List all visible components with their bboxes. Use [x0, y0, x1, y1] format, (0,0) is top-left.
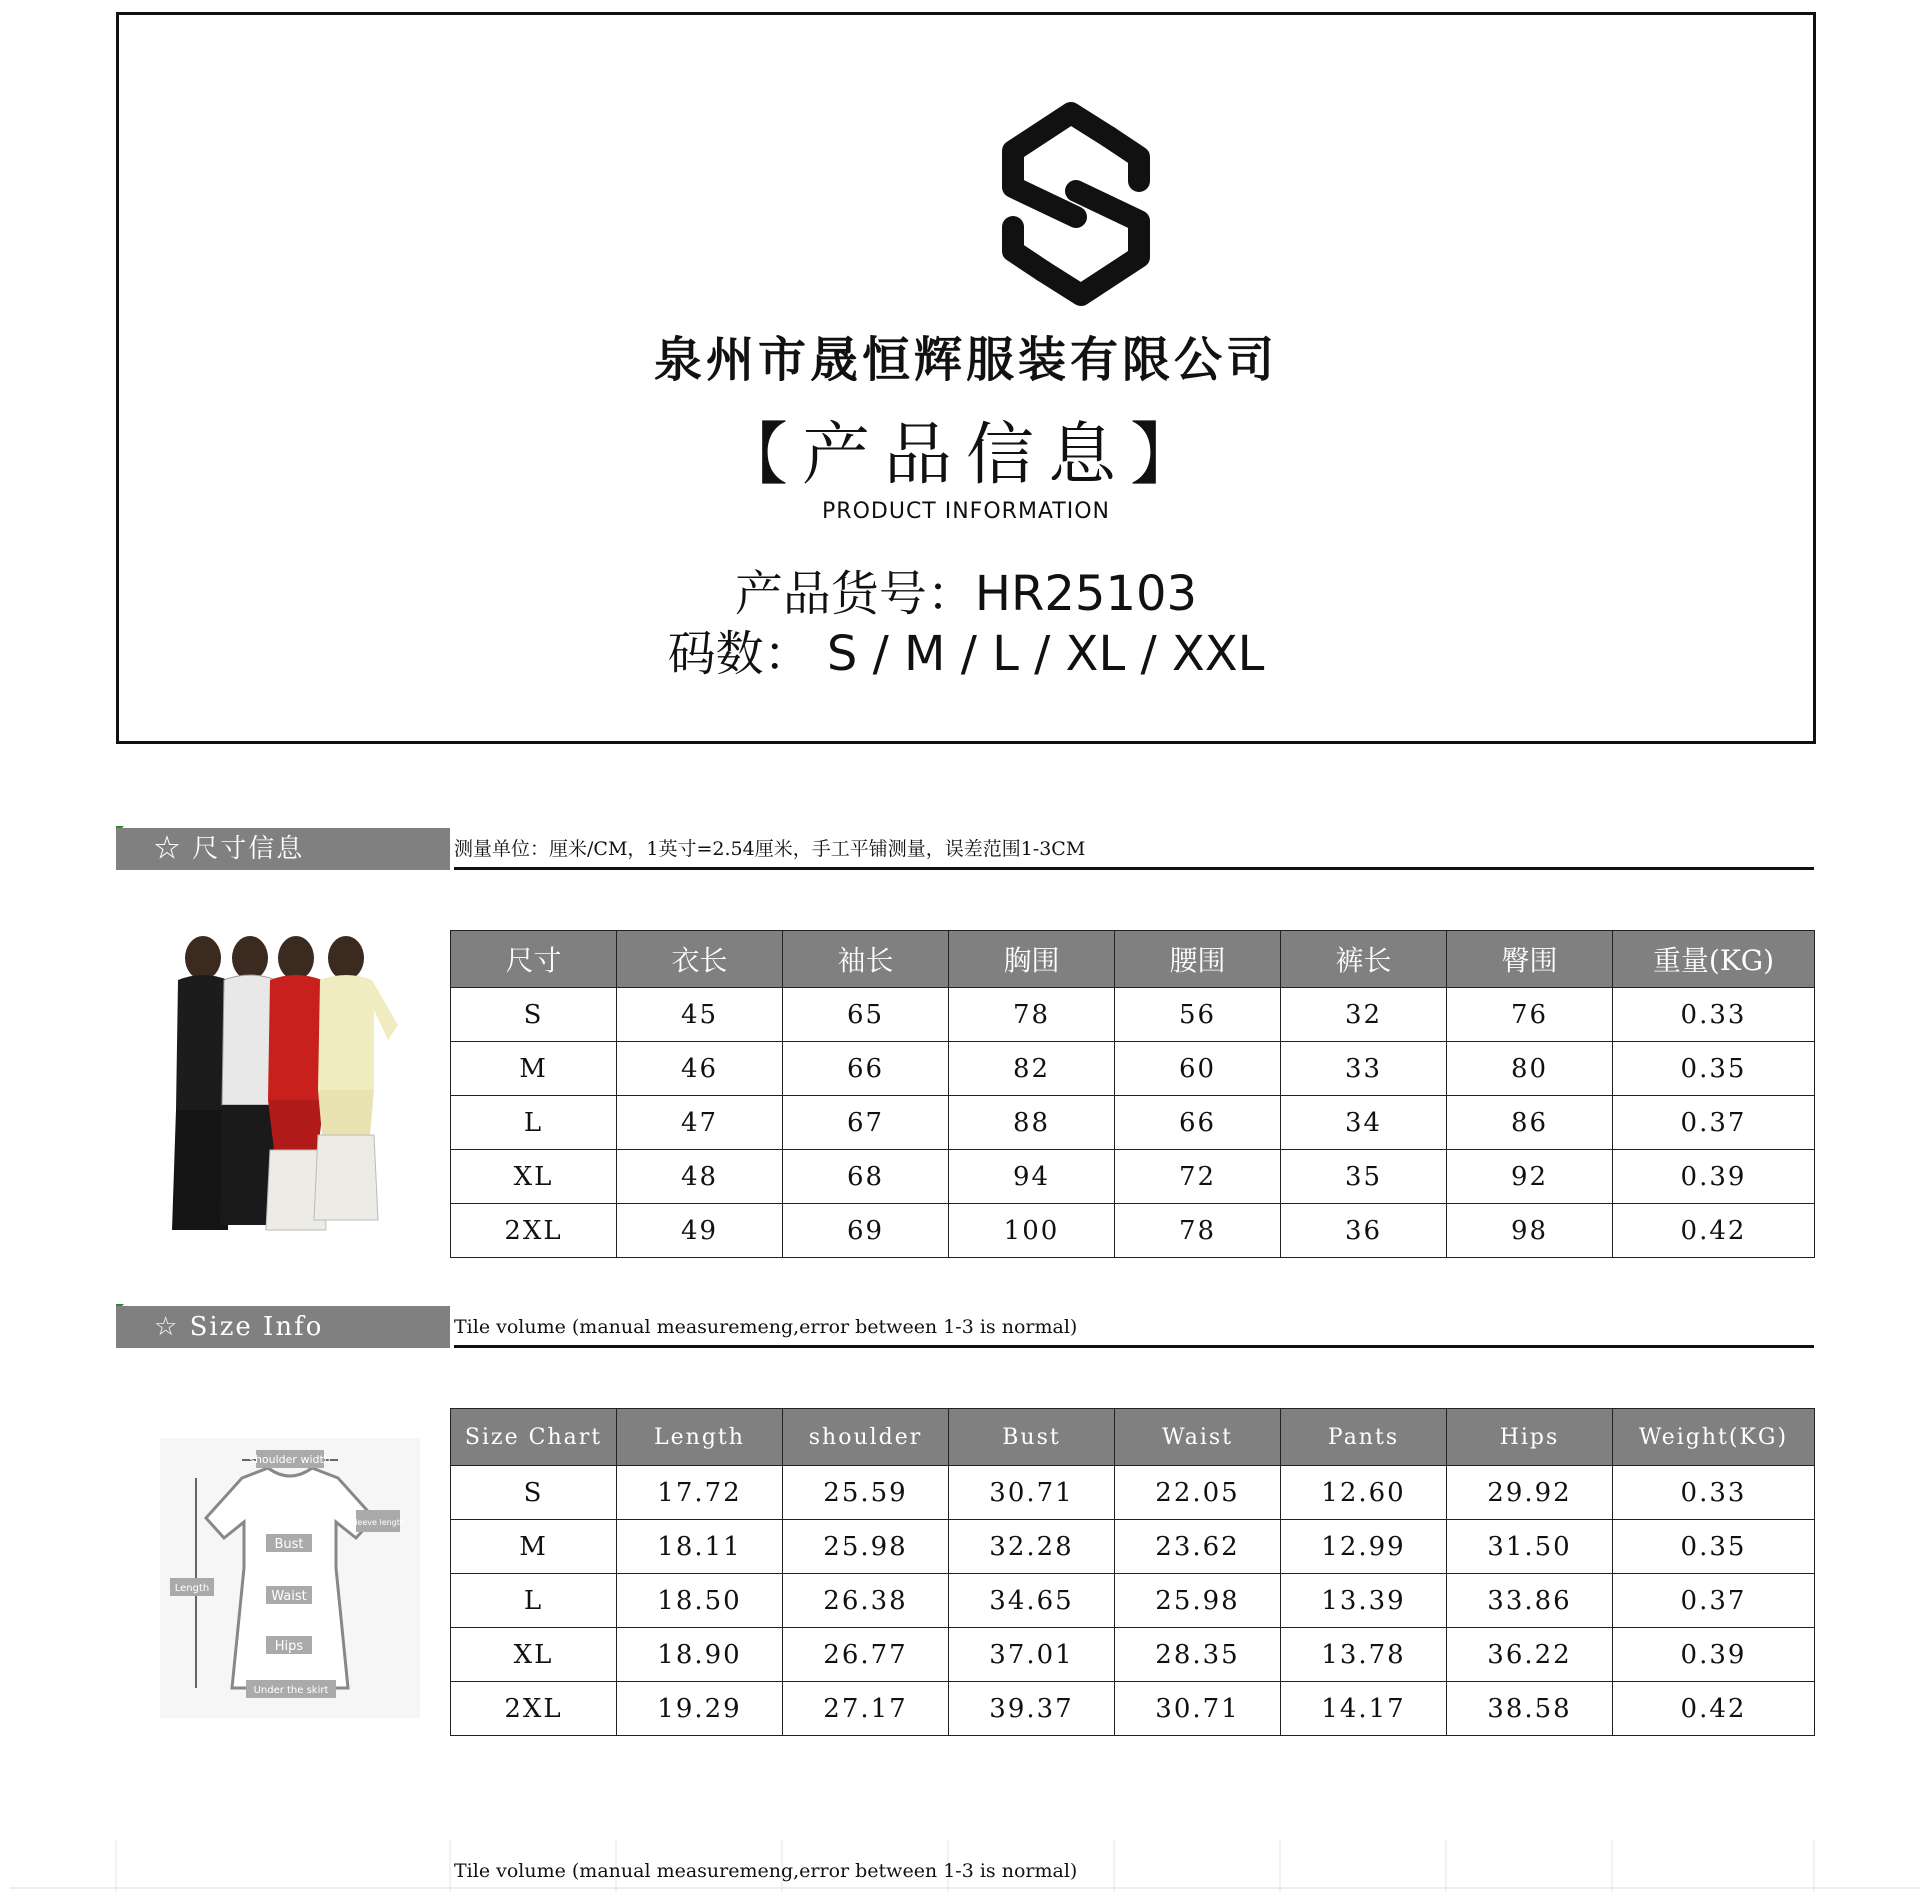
column-header: Size Chart — [451, 1409, 617, 1466]
table-cell: XL — [451, 1150, 617, 1204]
product-info-title-en: PRODUCT INFORMATION — [822, 499, 1110, 524]
table-cell: 34 — [1281, 1096, 1447, 1150]
table-cell: 36.22 — [1447, 1628, 1613, 1682]
diagram-label-length: Length — [174, 1583, 210, 1594]
column-header: 臀围 — [1447, 931, 1613, 988]
table-cell: 69 — [783, 1204, 949, 1258]
diagram-label-hips: Hips — [274, 1639, 304, 1654]
table-cell: 25.98 — [783, 1520, 949, 1574]
table-cell: 0.42 — [1613, 1204, 1815, 1258]
item-number: 产品货号：HR25103 — [734, 566, 1198, 622]
interlocking-s-logo-icon — [991, 99, 1161, 309]
table-cell: 80 — [1447, 1042, 1613, 1096]
table-cell: 56 — [1115, 988, 1281, 1042]
table-cell: 46 — [617, 1042, 783, 1096]
table-cell: 76 — [1447, 988, 1613, 1042]
diagram-label-hem: Under the skirt — [253, 1685, 329, 1696]
table-row — [451, 1204, 1815, 1258]
table-cell: 34.65 — [949, 1574, 1115, 1628]
table-cell: 66 — [783, 1042, 949, 1096]
table-cell: 0.42 — [1613, 1682, 1815, 1736]
table-cell: L — [451, 1096, 617, 1150]
table-cell: S — [451, 1466, 617, 1520]
table-cell: 38.58 — [1447, 1682, 1613, 1736]
column-header: Waist — [1115, 1409, 1281, 1466]
table-cell: 66 — [1115, 1096, 1281, 1150]
column-header: 衣长 — [617, 931, 783, 988]
table-cell: 49 — [617, 1204, 783, 1258]
table-cell: 47 — [617, 1096, 783, 1150]
table-row — [451, 1042, 1815, 1096]
column-header: 腰围 — [1115, 931, 1281, 988]
table-cell: 0.39 — [1613, 1150, 1815, 1204]
product-info-title-cn: 【产品信息】 — [719, 416, 1212, 495]
diagram-label-shoulder: shoulder width — [249, 1453, 331, 1466]
company-name: 泉州市晟恒辉服装有限公司 — [653, 332, 1278, 388]
table-cell: S — [451, 988, 617, 1042]
table-cell: 68 — [783, 1150, 949, 1204]
four-models-photo — [158, 930, 418, 1240]
column-header: 胸围 — [949, 931, 1115, 988]
table-cell: 78 — [1115, 1204, 1281, 1258]
diagram-label-sleeve: sleeve length — [351, 1518, 405, 1527]
table-cell: 0.39 — [1613, 1628, 1815, 1682]
table-cell: 0.33 — [1613, 988, 1815, 1042]
table-cell: 82 — [949, 1042, 1115, 1096]
column-header: 重量(KG) — [1613, 931, 1815, 988]
table-cell: 0.37 — [1613, 1574, 1815, 1628]
table-cell: 98 — [1447, 1204, 1613, 1258]
table-cell: 78 — [949, 988, 1115, 1042]
table-cell: 26.38 — [783, 1574, 949, 1628]
table-cell: 94 — [949, 1150, 1115, 1204]
table-cell: 13.39 — [1281, 1574, 1447, 1628]
table-cell: L — [451, 1574, 617, 1628]
diagram-label-bust: Bust — [274, 1537, 304, 1552]
header-box — [116, 12, 1816, 744]
table-cell: 26.77 — [783, 1628, 949, 1682]
table-cell: 65 — [783, 988, 949, 1042]
table-cell: 19.29 — [617, 1682, 783, 1736]
table-cell: 2XL — [451, 1204, 617, 1258]
table-cell: 48 — [617, 1150, 783, 1204]
section-note-cm: 测量单位：厘米/CM，1英寸=2.54厘米，手工平铺测量，误差范围1-3CM — [454, 828, 1814, 870]
table-cell: 32.28 — [949, 1520, 1115, 1574]
column-header: 裤长 — [1281, 931, 1447, 988]
table-cell: 45 — [617, 988, 783, 1042]
table-cell: 25.98 — [1115, 1574, 1281, 1628]
column-header: 尺寸 — [451, 931, 617, 988]
table-cell: 100 — [949, 1204, 1115, 1258]
column-header: Bust — [949, 1409, 1115, 1466]
size-table-inch — [450, 1408, 1815, 1736]
bottom-note: Tile volume (manual measuremeng,error between 1-3 is normal) — [454, 1860, 1078, 1882]
table-cell: M — [451, 1042, 617, 1096]
table-row — [451, 1150, 1815, 1204]
table-row — [451, 1466, 1815, 1520]
section-title-cm: ☆ 尺寸信息 — [116, 828, 450, 870]
table-cell: 17.72 — [617, 1466, 783, 1520]
table-cell: 0.37 — [1613, 1096, 1815, 1150]
table-cell: 29.92 — [1447, 1466, 1613, 1520]
table-row — [451, 1096, 1815, 1150]
table-cell: 0.35 — [1613, 1520, 1815, 1574]
table-cell: 31.50 — [1447, 1520, 1613, 1574]
table-cell: 0.35 — [1613, 1042, 1815, 1096]
table-cell: 25.59 — [783, 1466, 949, 1520]
table-cell: 14.17 — [1281, 1682, 1447, 1736]
table-cell: 23.62 — [1115, 1520, 1281, 1574]
column-header: Hips — [1447, 1409, 1613, 1466]
table-row — [451, 1574, 1815, 1628]
size-table-cm — [450, 930, 1815, 1258]
table-row — [451, 1628, 1815, 1682]
table-cell: 2XL — [451, 1682, 617, 1736]
table-cell: 92 — [1447, 1150, 1613, 1204]
table-cell: 13.78 — [1281, 1628, 1447, 1682]
table-cell: XL — [451, 1628, 617, 1682]
dress-measurement-diagram — [160, 1438, 420, 1718]
table-cell: 12.60 — [1281, 1466, 1447, 1520]
column-header: Length — [617, 1409, 783, 1466]
table-cell: 12.99 — [1281, 1520, 1447, 1574]
table-row — [451, 1682, 1815, 1736]
table-cell: 18.50 — [617, 1574, 783, 1628]
table-cell: 28.35 — [1115, 1628, 1281, 1682]
section-note-inch: Tile volume (manual measuremeng,error between 1-3 is normal) — [454, 1306, 1814, 1348]
column-header: Pants — [1281, 1409, 1447, 1466]
table-cell: 30.71 — [1115, 1682, 1281, 1736]
table-cell: 33.86 — [1447, 1574, 1613, 1628]
table-cell: 18.90 — [617, 1628, 783, 1682]
table-cell: 39.37 — [949, 1682, 1115, 1736]
column-header: Weight(KG) — [1613, 1409, 1815, 1466]
section-title-inch: ☆ Size Info — [116, 1306, 450, 1348]
table-cell: 30.71 — [949, 1466, 1115, 1520]
table-row — [451, 988, 1815, 1042]
table-cell: 35 — [1281, 1150, 1447, 1204]
table-header-row — [451, 931, 1815, 988]
available-sizes: 码数： S / M / L / XL / XXL — [667, 626, 1265, 682]
table-cell: 18.11 — [617, 1520, 783, 1574]
table-cell: 67 — [783, 1096, 949, 1150]
table-cell: 33 — [1281, 1042, 1447, 1096]
table-cell: 22.05 — [1115, 1466, 1281, 1520]
table-cell: 0.33 — [1613, 1466, 1815, 1520]
table-cell: 86 — [1447, 1096, 1613, 1150]
diagram-label-waist: Waist — [271, 1589, 307, 1604]
table-header-row — [451, 1409, 1815, 1466]
table-cell: 32 — [1281, 988, 1447, 1042]
table-cell: 88 — [949, 1096, 1115, 1150]
table-cell: 37.01 — [949, 1628, 1115, 1682]
table-row — [451, 1520, 1815, 1574]
table-cell: 72 — [1115, 1150, 1281, 1204]
table-cell: 27.17 — [783, 1682, 949, 1736]
table-cell: 60 — [1115, 1042, 1281, 1096]
table-cell: M — [451, 1520, 617, 1574]
table-cell: 36 — [1281, 1204, 1447, 1258]
column-header: 袖长 — [783, 931, 949, 988]
column-header: shoulder — [783, 1409, 949, 1466]
